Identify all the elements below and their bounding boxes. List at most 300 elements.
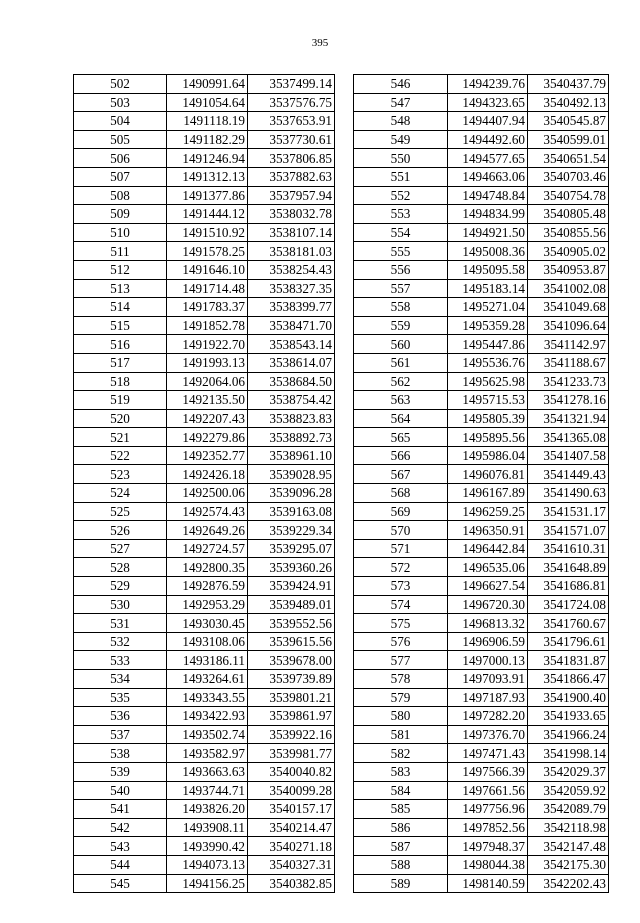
table-row	[74, 670, 335, 689]
table-row	[74, 818, 335, 837]
x-coordinate-cell: 1494834.99	[448, 205, 528, 224]
point-number-cell: 551	[354, 167, 448, 186]
x-coordinate-cell: 1494921.50	[448, 223, 528, 242]
table-row	[354, 744, 609, 763]
point-number-cell: 572	[354, 558, 448, 577]
table-row	[74, 484, 335, 503]
point-number-cell: 562	[354, 372, 448, 391]
point-number-cell: 515	[74, 316, 167, 335]
x-coordinate-cell: 1496813.32	[448, 614, 528, 633]
point-number-cell: 534	[74, 670, 167, 689]
table-row	[74, 205, 335, 224]
point-number-cell: 560	[354, 335, 448, 354]
y-coordinate-cell: 3540437.79	[528, 75, 609, 94]
y-coordinate-cell: 3538327.35	[248, 279, 335, 298]
y-coordinate-cell: 3537653.91	[248, 112, 335, 131]
x-coordinate-cell: 1494156.25	[167, 874, 248, 893]
table-row	[354, 781, 609, 800]
y-coordinate-cell: 3537576.75	[248, 93, 335, 112]
point-number-cell: 548	[354, 112, 448, 131]
table-row	[354, 409, 609, 428]
x-coordinate-cell: 1492135.50	[167, 391, 248, 410]
point-number-cell: 580	[354, 707, 448, 726]
y-coordinate-cell: 3540492.13	[528, 93, 609, 112]
point-number-cell: 568	[354, 484, 448, 503]
point-number-cell: 509	[74, 205, 167, 224]
x-coordinate-cell: 1490991.64	[167, 75, 248, 94]
y-coordinate-cell: 3541900.40	[528, 688, 609, 707]
point-number-cell: 508	[74, 186, 167, 205]
table-row	[74, 539, 335, 558]
table-row	[74, 614, 335, 633]
y-coordinate-cell: 3539739.89	[248, 670, 335, 689]
x-coordinate-cell: 1495536.76	[448, 353, 528, 372]
point-number-cell: 573	[354, 577, 448, 596]
x-coordinate-cell: 1492064.06	[167, 372, 248, 391]
x-coordinate-cell: 1497661.56	[448, 781, 528, 800]
point-number-cell: 570	[354, 521, 448, 540]
table-row	[74, 223, 335, 242]
y-coordinate-cell: 3541760.67	[528, 614, 609, 633]
point-number-cell: 539	[74, 762, 167, 781]
x-coordinate-cell: 1493908.11	[167, 818, 248, 837]
table-row	[354, 725, 609, 744]
x-coordinate-cell: 1497282.20	[448, 707, 528, 726]
y-coordinate-cell: 3542147.48	[528, 837, 609, 856]
y-coordinate-cell: 3541449.43	[528, 465, 609, 484]
point-number-cell: 569	[354, 502, 448, 521]
coordinates-table-right	[353, 74, 609, 893]
point-number-cell: 505	[74, 130, 167, 149]
y-coordinate-cell: 3537806.85	[248, 149, 335, 168]
coordinates-table-left	[73, 74, 335, 893]
y-coordinate-cell: 3541686.81	[528, 577, 609, 596]
x-coordinate-cell: 1493582.97	[167, 744, 248, 763]
point-number-cell: 586	[354, 818, 448, 837]
y-coordinate-cell: 3541278.16	[528, 391, 609, 410]
x-coordinate-cell: 1495805.39	[448, 409, 528, 428]
table-row	[354, 93, 609, 112]
point-number-cell: 578	[354, 670, 448, 689]
x-coordinate-cell: 1492574.43	[167, 502, 248, 521]
point-number-cell: 575	[354, 614, 448, 633]
table-row	[74, 632, 335, 651]
point-number-cell: 545	[74, 874, 167, 893]
y-coordinate-cell: 3539096.28	[248, 484, 335, 503]
y-coordinate-cell: 3538181.03	[248, 242, 335, 261]
table-row	[74, 186, 335, 205]
table-row	[354, 484, 609, 503]
y-coordinate-cell: 3539028.95	[248, 465, 335, 484]
point-number-cell: 558	[354, 298, 448, 317]
point-number-cell: 547	[354, 93, 448, 112]
point-number-cell: 555	[354, 242, 448, 261]
y-coordinate-cell: 3541049.68	[528, 298, 609, 317]
point-number-cell: 546	[354, 75, 448, 94]
table-row	[74, 688, 335, 707]
table-row	[354, 577, 609, 596]
y-coordinate-cell: 3539229.34	[248, 521, 335, 540]
table-row	[354, 167, 609, 186]
x-coordinate-cell: 1492876.59	[167, 577, 248, 596]
y-coordinate-cell: 3540157.17	[248, 800, 335, 819]
x-coordinate-cell: 1492649.26	[167, 521, 248, 540]
point-number-cell: 516	[74, 335, 167, 354]
table-row	[74, 558, 335, 577]
table-row	[74, 725, 335, 744]
point-number-cell: 564	[354, 409, 448, 428]
point-number-cell: 543	[74, 837, 167, 856]
y-coordinate-cell: 3542089.79	[528, 800, 609, 819]
x-coordinate-cell: 1494239.76	[448, 75, 528, 94]
point-number-cell: 577	[354, 651, 448, 670]
point-number-cell: 571	[354, 539, 448, 558]
x-coordinate-cell: 1496720.30	[448, 595, 528, 614]
x-coordinate-cell: 1496627.54	[448, 577, 528, 596]
point-number-cell: 533	[74, 651, 167, 670]
point-number-cell: 535	[74, 688, 167, 707]
table-row	[74, 874, 335, 893]
x-coordinate-cell: 1491578.25	[167, 242, 248, 261]
x-coordinate-cell: 1494407.94	[448, 112, 528, 131]
table-row	[74, 577, 335, 596]
y-coordinate-cell: 3541796.61	[528, 632, 609, 651]
point-number-cell: 518	[74, 372, 167, 391]
x-coordinate-cell: 1493744.71	[167, 781, 248, 800]
y-coordinate-cell: 3538754.42	[248, 391, 335, 410]
point-number-cell: 579	[354, 688, 448, 707]
table-row	[74, 260, 335, 279]
x-coordinate-cell: 1496906.59	[448, 632, 528, 651]
point-number-cell: 506	[74, 149, 167, 168]
x-coordinate-cell: 1497376.70	[448, 725, 528, 744]
y-coordinate-cell: 3541188.67	[528, 353, 609, 372]
point-number-cell: 536	[74, 707, 167, 726]
table-row	[354, 279, 609, 298]
table-row	[354, 149, 609, 168]
y-coordinate-cell: 3538471.70	[248, 316, 335, 335]
x-coordinate-cell: 1496076.81	[448, 465, 528, 484]
table-row	[354, 632, 609, 651]
y-coordinate-cell: 3541571.07	[528, 521, 609, 540]
table-row	[74, 744, 335, 763]
point-number-cell: 585	[354, 800, 448, 819]
table-row	[74, 502, 335, 521]
x-coordinate-cell: 1492500.06	[167, 484, 248, 503]
table-row	[354, 502, 609, 521]
table-row	[354, 837, 609, 856]
point-number-cell: 552	[354, 186, 448, 205]
table-row	[74, 149, 335, 168]
x-coordinate-cell: 1494323.65	[448, 93, 528, 112]
y-coordinate-cell: 3541096.64	[528, 316, 609, 335]
table-row	[354, 800, 609, 819]
y-coordinate-cell: 3542175.30	[528, 855, 609, 874]
point-number-cell: 511	[74, 242, 167, 261]
x-coordinate-cell: 1491377.86	[167, 186, 248, 205]
y-coordinate-cell: 3538399.77	[248, 298, 335, 317]
table-row	[74, 800, 335, 819]
table-row	[354, 614, 609, 633]
x-coordinate-cell: 1496535.06	[448, 558, 528, 577]
y-coordinate-cell: 3539295.07	[248, 539, 335, 558]
point-number-cell: 565	[354, 428, 448, 447]
y-coordinate-cell: 3539861.97	[248, 707, 335, 726]
point-number-cell: 581	[354, 725, 448, 744]
y-coordinate-cell: 3541610.31	[528, 539, 609, 558]
point-number-cell: 525	[74, 502, 167, 521]
x-coordinate-cell: 1493343.55	[167, 688, 248, 707]
x-coordinate-cell: 1497000.13	[448, 651, 528, 670]
y-coordinate-cell: 3540953.87	[528, 260, 609, 279]
table-row	[354, 855, 609, 874]
y-coordinate-cell: 3540040.82	[248, 762, 335, 781]
y-coordinate-cell: 3541490.63	[528, 484, 609, 503]
x-coordinate-cell: 1497756.96	[448, 800, 528, 819]
y-coordinate-cell: 3539922.16	[248, 725, 335, 744]
y-coordinate-cell: 3539801.21	[248, 688, 335, 707]
point-number-cell: 538	[74, 744, 167, 763]
y-coordinate-cell: 3541531.17	[528, 502, 609, 521]
table-row	[74, 298, 335, 317]
y-coordinate-cell: 3541831.87	[528, 651, 609, 670]
point-number-cell: 584	[354, 781, 448, 800]
point-number-cell: 524	[74, 484, 167, 503]
point-number-cell: 587	[354, 837, 448, 856]
table-row	[74, 242, 335, 261]
x-coordinate-cell: 1495895.56	[448, 428, 528, 447]
table-row	[354, 428, 609, 447]
y-coordinate-cell: 3542029.37	[528, 762, 609, 781]
point-number-cell: 513	[74, 279, 167, 298]
point-number-cell: 549	[354, 130, 448, 149]
y-coordinate-cell: 3540382.85	[248, 874, 335, 893]
x-coordinate-cell: 1492207.43	[167, 409, 248, 428]
table-row	[74, 428, 335, 447]
x-coordinate-cell: 1493030.45	[167, 614, 248, 633]
table-row	[354, 446, 609, 465]
y-coordinate-cell: 3538254.43	[248, 260, 335, 279]
x-coordinate-cell: 1497948.37	[448, 837, 528, 856]
table-row	[74, 372, 335, 391]
table-row	[354, 205, 609, 224]
y-coordinate-cell: 3540805.48	[528, 205, 609, 224]
y-coordinate-cell: 3539163.08	[248, 502, 335, 521]
point-number-cell: 520	[74, 409, 167, 428]
y-coordinate-cell: 3541407.58	[528, 446, 609, 465]
y-coordinate-cell: 3541724.08	[528, 595, 609, 614]
table-row	[354, 670, 609, 689]
y-coordinate-cell: 3541002.08	[528, 279, 609, 298]
table-row	[354, 391, 609, 410]
x-coordinate-cell: 1491922.70	[167, 335, 248, 354]
point-number-cell: 563	[354, 391, 448, 410]
x-coordinate-cell: 1495271.04	[448, 298, 528, 317]
y-coordinate-cell: 3539489.01	[248, 595, 335, 614]
table-row	[354, 223, 609, 242]
x-coordinate-cell: 1497187.93	[448, 688, 528, 707]
table-row	[354, 707, 609, 726]
point-number-cell: 530	[74, 595, 167, 614]
x-coordinate-cell: 1491783.37	[167, 298, 248, 317]
y-coordinate-cell: 3537730.61	[248, 130, 335, 149]
table-row	[74, 279, 335, 298]
x-coordinate-cell: 1491714.48	[167, 279, 248, 298]
x-coordinate-cell: 1497093.91	[448, 670, 528, 689]
y-coordinate-cell: 3539615.56	[248, 632, 335, 651]
x-coordinate-cell: 1493422.93	[167, 707, 248, 726]
x-coordinate-cell: 1493826.20	[167, 800, 248, 819]
table-row	[354, 75, 609, 94]
y-coordinate-cell: 3538823.83	[248, 409, 335, 428]
table-row	[74, 521, 335, 540]
x-coordinate-cell: 1491118.19	[167, 112, 248, 131]
x-coordinate-cell: 1494663.06	[448, 167, 528, 186]
y-coordinate-cell: 3540905.02	[528, 242, 609, 261]
point-number-cell: 521	[74, 428, 167, 447]
x-coordinate-cell: 1494073.13	[167, 855, 248, 874]
y-coordinate-cell: 3540703.46	[528, 167, 609, 186]
y-coordinate-cell: 3538543.14	[248, 335, 335, 354]
point-number-cell: 541	[74, 800, 167, 819]
table-row	[74, 391, 335, 410]
y-coordinate-cell: 3540099.28	[248, 781, 335, 800]
table-row	[74, 316, 335, 335]
table-row	[74, 595, 335, 614]
point-number-cell: 517	[74, 353, 167, 372]
table-row	[74, 762, 335, 781]
x-coordinate-cell: 1492800.35	[167, 558, 248, 577]
point-number-cell: 510	[74, 223, 167, 242]
point-number-cell: 576	[354, 632, 448, 651]
y-coordinate-cell: 3538684.50	[248, 372, 335, 391]
point-number-cell: 553	[354, 205, 448, 224]
point-number-cell: 561	[354, 353, 448, 372]
y-coordinate-cell: 3539678.00	[248, 651, 335, 670]
y-coordinate-cell: 3540651.54	[528, 149, 609, 168]
x-coordinate-cell: 1491054.64	[167, 93, 248, 112]
y-coordinate-cell: 3542118.98	[528, 818, 609, 837]
x-coordinate-cell: 1497566.39	[448, 762, 528, 781]
point-number-cell: 502	[74, 75, 167, 94]
table-row	[354, 558, 609, 577]
table-row	[74, 335, 335, 354]
table-row	[354, 260, 609, 279]
x-coordinate-cell: 1493502.74	[167, 725, 248, 744]
x-coordinate-cell: 1492724.57	[167, 539, 248, 558]
table-row	[74, 465, 335, 484]
x-coordinate-cell: 1497471.43	[448, 744, 528, 763]
point-number-cell: 537	[74, 725, 167, 744]
y-coordinate-cell: 3540599.01	[528, 130, 609, 149]
table-row	[354, 112, 609, 131]
table-row	[74, 837, 335, 856]
table-row	[354, 353, 609, 372]
point-number-cell: 523	[74, 465, 167, 484]
y-coordinate-cell: 3539360.26	[248, 558, 335, 577]
x-coordinate-cell: 1494492.60	[448, 130, 528, 149]
point-number-cell: 567	[354, 465, 448, 484]
x-coordinate-cell: 1493663.63	[167, 762, 248, 781]
x-coordinate-cell: 1497852.56	[448, 818, 528, 837]
y-coordinate-cell: 3540855.56	[528, 223, 609, 242]
y-coordinate-cell: 3538614.07	[248, 353, 335, 372]
point-number-cell: 527	[74, 539, 167, 558]
point-number-cell: 512	[74, 260, 167, 279]
point-number-cell: 544	[74, 855, 167, 874]
x-coordinate-cell: 1491444.12	[167, 205, 248, 224]
y-coordinate-cell: 3541142.97	[528, 335, 609, 354]
y-coordinate-cell: 3542059.92	[528, 781, 609, 800]
x-coordinate-cell: 1491646.10	[167, 260, 248, 279]
point-number-cell: 542	[74, 818, 167, 837]
y-coordinate-cell: 3540545.87	[528, 112, 609, 131]
point-number-cell: 550	[354, 149, 448, 168]
y-coordinate-cell: 3539424.91	[248, 577, 335, 596]
y-coordinate-cell: 3541866.47	[528, 670, 609, 689]
x-coordinate-cell: 1494577.65	[448, 149, 528, 168]
point-number-cell: 574	[354, 595, 448, 614]
table-row	[354, 874, 609, 893]
point-number-cell: 529	[74, 577, 167, 596]
x-coordinate-cell: 1491182.29	[167, 130, 248, 149]
table-row	[354, 521, 609, 540]
point-number-cell: 504	[74, 112, 167, 131]
point-number-cell: 526	[74, 521, 167, 540]
y-coordinate-cell: 3540327.31	[248, 855, 335, 874]
x-coordinate-cell: 1492426.18	[167, 465, 248, 484]
table-row	[74, 781, 335, 800]
table-row	[74, 93, 335, 112]
x-coordinate-cell: 1492953.29	[167, 595, 248, 614]
x-coordinate-cell: 1498140.59	[448, 874, 528, 893]
table-row	[74, 855, 335, 874]
x-coordinate-cell: 1498044.38	[448, 855, 528, 874]
y-coordinate-cell: 3538107.14	[248, 223, 335, 242]
y-coordinate-cell: 3538032.78	[248, 205, 335, 224]
point-number-cell: 554	[354, 223, 448, 242]
x-coordinate-cell: 1495008.36	[448, 242, 528, 261]
x-coordinate-cell: 1495715.53	[448, 391, 528, 410]
table-row	[354, 316, 609, 335]
table-row	[354, 242, 609, 261]
table-row	[354, 539, 609, 558]
point-number-cell: 557	[354, 279, 448, 298]
y-coordinate-cell: 3541233.73	[528, 372, 609, 391]
x-coordinate-cell: 1495625.98	[448, 372, 528, 391]
x-coordinate-cell: 1491993.13	[167, 353, 248, 372]
point-number-cell: 528	[74, 558, 167, 577]
y-coordinate-cell: 3541966.24	[528, 725, 609, 744]
point-number-cell: 503	[74, 93, 167, 112]
point-number-cell: 522	[74, 446, 167, 465]
y-coordinate-cell: 3541998.14	[528, 744, 609, 763]
x-coordinate-cell: 1492352.77	[167, 446, 248, 465]
y-coordinate-cell: 3538961.10	[248, 446, 335, 465]
x-coordinate-cell: 1491852.78	[167, 316, 248, 335]
page-number: 395	[311, 37, 329, 49]
table-row	[74, 130, 335, 149]
x-coordinate-cell: 1493264.61	[167, 670, 248, 689]
point-number-cell: 566	[354, 446, 448, 465]
point-number-cell: 559	[354, 316, 448, 335]
table-row	[354, 762, 609, 781]
y-coordinate-cell: 3538892.73	[248, 428, 335, 447]
point-number-cell: 589	[354, 874, 448, 893]
table-row	[74, 651, 335, 670]
table-row	[354, 298, 609, 317]
x-coordinate-cell: 1495095.58	[448, 260, 528, 279]
